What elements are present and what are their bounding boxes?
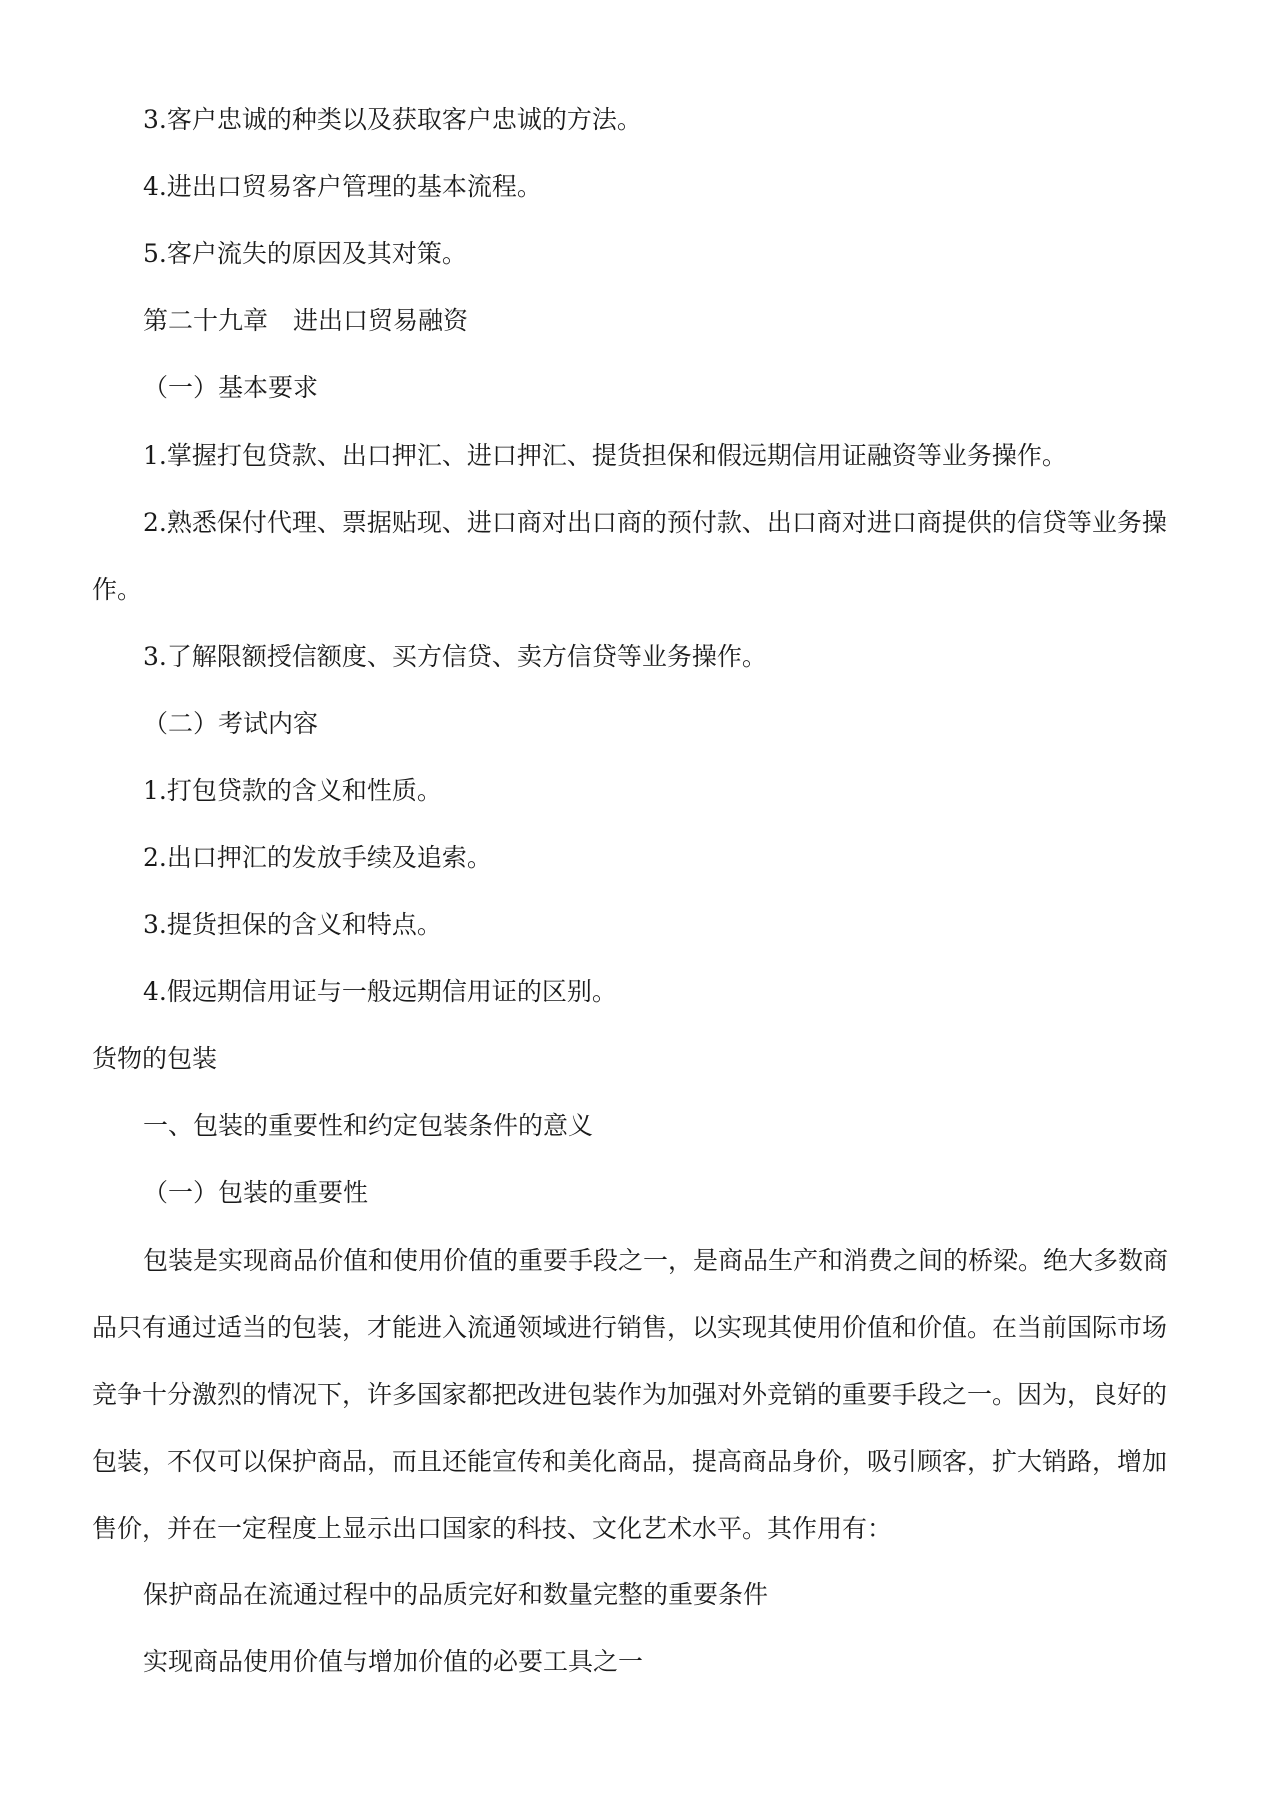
text-line: 2.熟悉保付代理、票据贴现、进口商对出口商的预付款、出口商对进口商提供的信贷等业务操: [143, 508, 1167, 537]
paragraph-line: 竞争十分激烈的情况下，许多国家都把改进包装作为加强对外竞销的重要手段之一。因为，良好的: [92, 1380, 1168, 1409]
text-line: 3.了解限额授信额度、买方信贷、卖方信贷等业务操作。: [143, 642, 767, 671]
text-line: 4.进出口贸易客户管理的基本流程。: [143, 172, 542, 201]
topic-heading: 货物的包装: [92, 1044, 218, 1073]
text-line: 3.客户忠诚的种类以及获取客户忠诚的方法。: [143, 105, 642, 134]
text-line: 5.客户流失的原因及其对策。: [143, 239, 467, 268]
text-line: 保护商品在流通过程中的品质完好和数量完整的重要条件: [143, 1580, 769, 1609]
text-line: 4.假远期信用证与一般远期信用证的区别。: [143, 977, 617, 1006]
body-paragraph: [92, 1227, 1192, 1562]
text-line: 1.打包贷款的含义和性质。: [143, 776, 442, 805]
text-line: 实现商品使用价值与增加价值的必要工具之一: [143, 1647, 644, 1676]
paragraph-line: 包装是实现商品价值和使用价值的重要手段之一，是商品生产和消费之间的桥梁。绝大多数商: [143, 1246, 1169, 1275]
paragraph-line: 包装，不仅可以保护商品，而且还能宣传和美化商品，提高商品身价，吸引顾客，扩大销路，增加: [92, 1447, 1168, 1476]
section-heading: （一）基本要求: [143, 373, 319, 402]
section-heading: 一、包装的重要性和约定包装条件的意义: [143, 1111, 594, 1140]
paragraph-line: 品只有通过适当的包装，才能进入流通领域进行销售，以实现其使用价值和价值。在当前国际市场: [92, 1313, 1168, 1342]
section-heading: （二）考试内容: [143, 709, 319, 738]
text-line: 1.掌握打包贷款、出口押汇、进口押汇、提货担保和假远期信用证融资等业务操作。: [143, 441, 1067, 470]
section-heading: （一）包装的重要性: [143, 1178, 369, 1207]
text-line: 3.提货担保的含义和特点。: [143, 910, 442, 939]
text-line: 2.出口押汇的发放手续及追索。: [143, 843, 492, 872]
paragraph-line: 售价，并在一定程度上显示出口国家的科技、文化艺术水平。其作用有：: [92, 1514, 893, 1543]
chapter-heading: 第二十九章 进出口贸易融资: [143, 306, 469, 335]
text-line: 作。: [92, 575, 143, 604]
